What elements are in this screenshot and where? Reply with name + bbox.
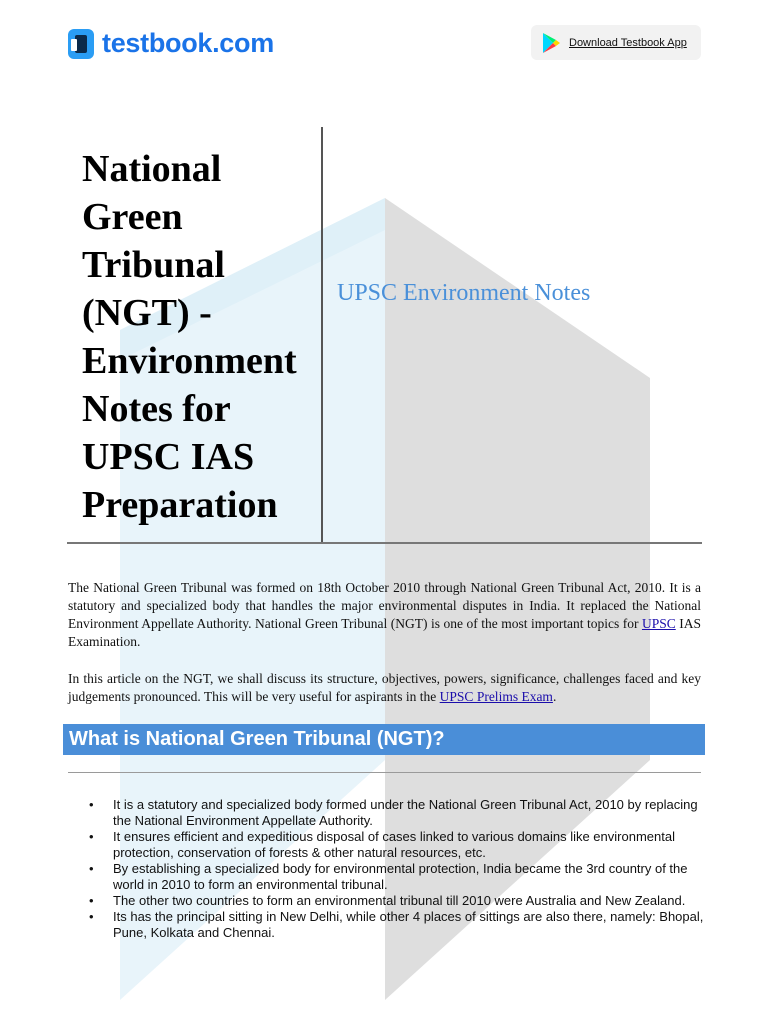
download-app-button[interactable] [531, 25, 701, 60]
list-item-text: By establishing a specialized body for environmental protection, India became the 3rd country of the world in 2010 to form an environmental tribunal. [113, 861, 688, 892]
upsc-link[interactable]: UPSC [641, 616, 676, 631]
bullet-dot: • [89, 797, 94, 812]
intro-text: . [552, 689, 557, 704]
intro-text: The National Green Tribunal was formed on 18th October 2010 through National Green Tribunal Act, 2010. It is a statutory and specialized body that handles the major environmental disputes in India. It replaced the National Environment Appellate Authority. National Green Tribunal (NGT) is one of the most important topics for [68, 580, 701, 631]
download-app-label: Download Testbook App [569, 36, 687, 49]
page-title: National Green Tribunal (NGT) - Environment Notes for UPSC IAS Preparation [82, 148, 297, 526]
bullet-list [68, 797, 708, 941]
bullet-dot: • [89, 909, 94, 924]
list-item [68, 861, 708, 893]
list-item [68, 829, 708, 861]
google-play-icon [541, 32, 561, 54]
list-item [68, 909, 708, 941]
list-item-text: Its has the principal sitting in New Delhi, while other 4 places of sittings are also there, namely: Bhopal, Pune, Kolkata and Chennai. [113, 909, 704, 940]
list-item [68, 797, 708, 829]
testbook-logo[interactable] [68, 28, 274, 59]
bullet-dot: • [89, 861, 94, 876]
upsc-prelims-link[interactable]: UPSC Prelims Exam [439, 689, 553, 704]
bullet-dot: • [89, 893, 94, 908]
list-item-text: It is a statutory and specialized body formed under the National Green Tribunal Act, 2010 by replacing the National Environment Appellate Authority. [113, 797, 698, 828]
horizontal-divider [67, 542, 702, 544]
bullet-dot: • [89, 829, 94, 844]
vertical-divider [321, 127, 323, 543]
intro-text: IAS Examination. [68, 616, 701, 649]
testbook-logo-icon [68, 29, 94, 59]
list-item-text: The other two countries to form an environmental tribunal till 2010 were Australia and New Zealand. [113, 893, 686, 908]
intro-paragraph-1 [68, 579, 701, 651]
logo-text: testbook.com [102, 28, 274, 58]
section-divider [68, 772, 701, 773]
list-item [68, 893, 708, 909]
section-heading-bar [63, 724, 705, 755]
section-heading: What is National Green Tribunal (NGT)? [69, 728, 445, 750]
intro-text: In this article on the NGT, we shall discuss its structure, objectives, powers, significance, challenges faced and key judgements pronounced. This will be very useful for aspirants in the [68, 671, 701, 704]
page-subtitle: UPSC Environment Notes [337, 280, 591, 306]
intro-paragraph-2 [68, 670, 701, 706]
list-item-text: It ensures efficient and expeditious disposal of cases linked to various domains like environmental protection, conservation of forests & other natural resources, etc. [113, 829, 675, 860]
